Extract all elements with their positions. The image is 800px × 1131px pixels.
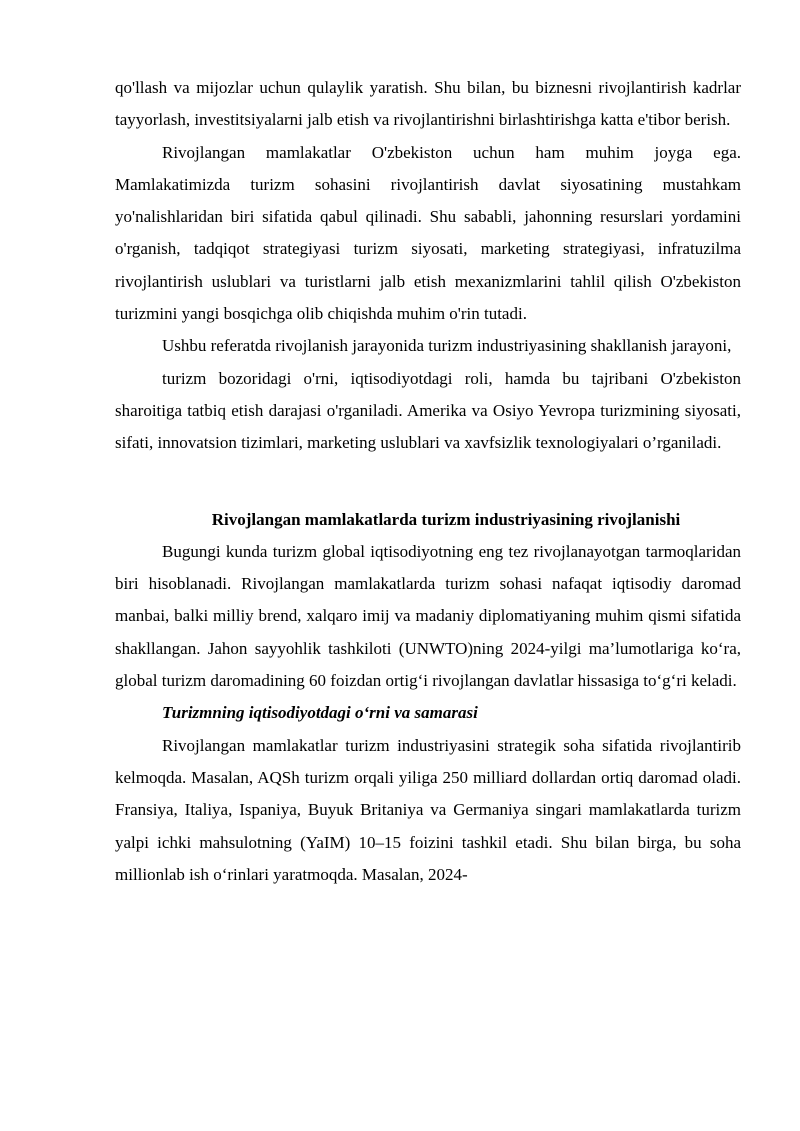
section-heading: Rivojlangan mamlakatlarda turizm industriyasining rivojlanishi <box>211 509 681 529</box>
subsection-heading: Turizmning iqtisodiyotdagi o‘rni va samarasi <box>162 703 478 723</box>
paragraph-global-tourism: Bugungi kunda turizm global iqtisodiyotning eng tez rivojlanayotgan tarmoqlaridan biri hisoblanadi. Rivojlangan mamlakatlarda turizm sohasi nafaqat iqtisodiy daromad manbai, balki milliy brend, xalqaro imij va madaniy diplomatiyaning muhim qismi sifatida shakllangan. Jahon sayyohlik tashkiloti (UNWTO)ning 2024-yilgi ma’lumotlariga ko‘ra, global turizm daromadining 60 foizdan ortig‘i rivojlangan davlatlar hissasiga to‘g‘ri keladi. <box>115 541 741 691</box>
paragraph-economic-role: Rivojlangan mamlakatlar turizm industriyasini strategik soha sifatida rivojlantirib kelmoqda. Masalan, AQSh turizm orqali yiliga 250 milliard dollardan ortiq daromad oladi. Fransiya, Italiya, Ispaniya, Buyuk Britaniya va Germaniya singari mamlakatlarda turizm yalpi ichki mahsulotning (YaIM) 10–15 foizini tashkil etadi. Shu bilan birga, bu soha millionlab ish o‘rinlari yaratmoqda. Masalan, 2024- <box>115 735 741 884</box>
paragraph-referat-scope-continued: turizm bozoridagi o'rni, iqtisodiyotdagi roli, hamda bu tajribani O'zbekiston sharoitiga tatbiq etish darajasi o'rganiladi. Amerika va Osiyo Yevropa turizmining siyosati, sifati, innovatsion tizimlari, marketing uslublari va xavfsizlik texnologiyalari o’rganiladi. <box>115 368 741 453</box>
paragraph-referat-scope: Ushbu referatda rivojlanish jarayonida turizm industriyasining shakllanish jarayoni, <box>162 336 732 356</box>
paragraph-continuation: qo'llash va mijozlar uchun qulaylik yaratish. Shu bilan, bu biznesni rivojlantirish kadrlar tayyorlash, investitsiyalarni jalb etish va rivojlantirishni birlashtirishga katta e'tibor berish. <box>115 78 741 130</box>
paragraph-uzbekistan-importance: Rivojlangan mamlakatlar O'zbekiston uchun ham muhim joyga ega. Mamlakatimizda turizm sohasini rivojlantirish davlat siyosatining mustahkam yo'nalishlaridan biri sifatida qabul qilinadi. Shu sababli, jahonning resurslari yordamini o'rganish, tadqiqot strategiyasi turizm siyosati, marketing strategiyasi, infratuzilma rivojlantirish uslublari va turistlarni jalb etish mexanizmlarini tahlil qilish O'zbekiston turizmini yangi bosqichga olib chiqishda muhim o'rin tutadi. <box>115 142 741 324</box>
section-spacer <box>115 460 741 504</box>
document-page <box>115 72 741 891</box>
